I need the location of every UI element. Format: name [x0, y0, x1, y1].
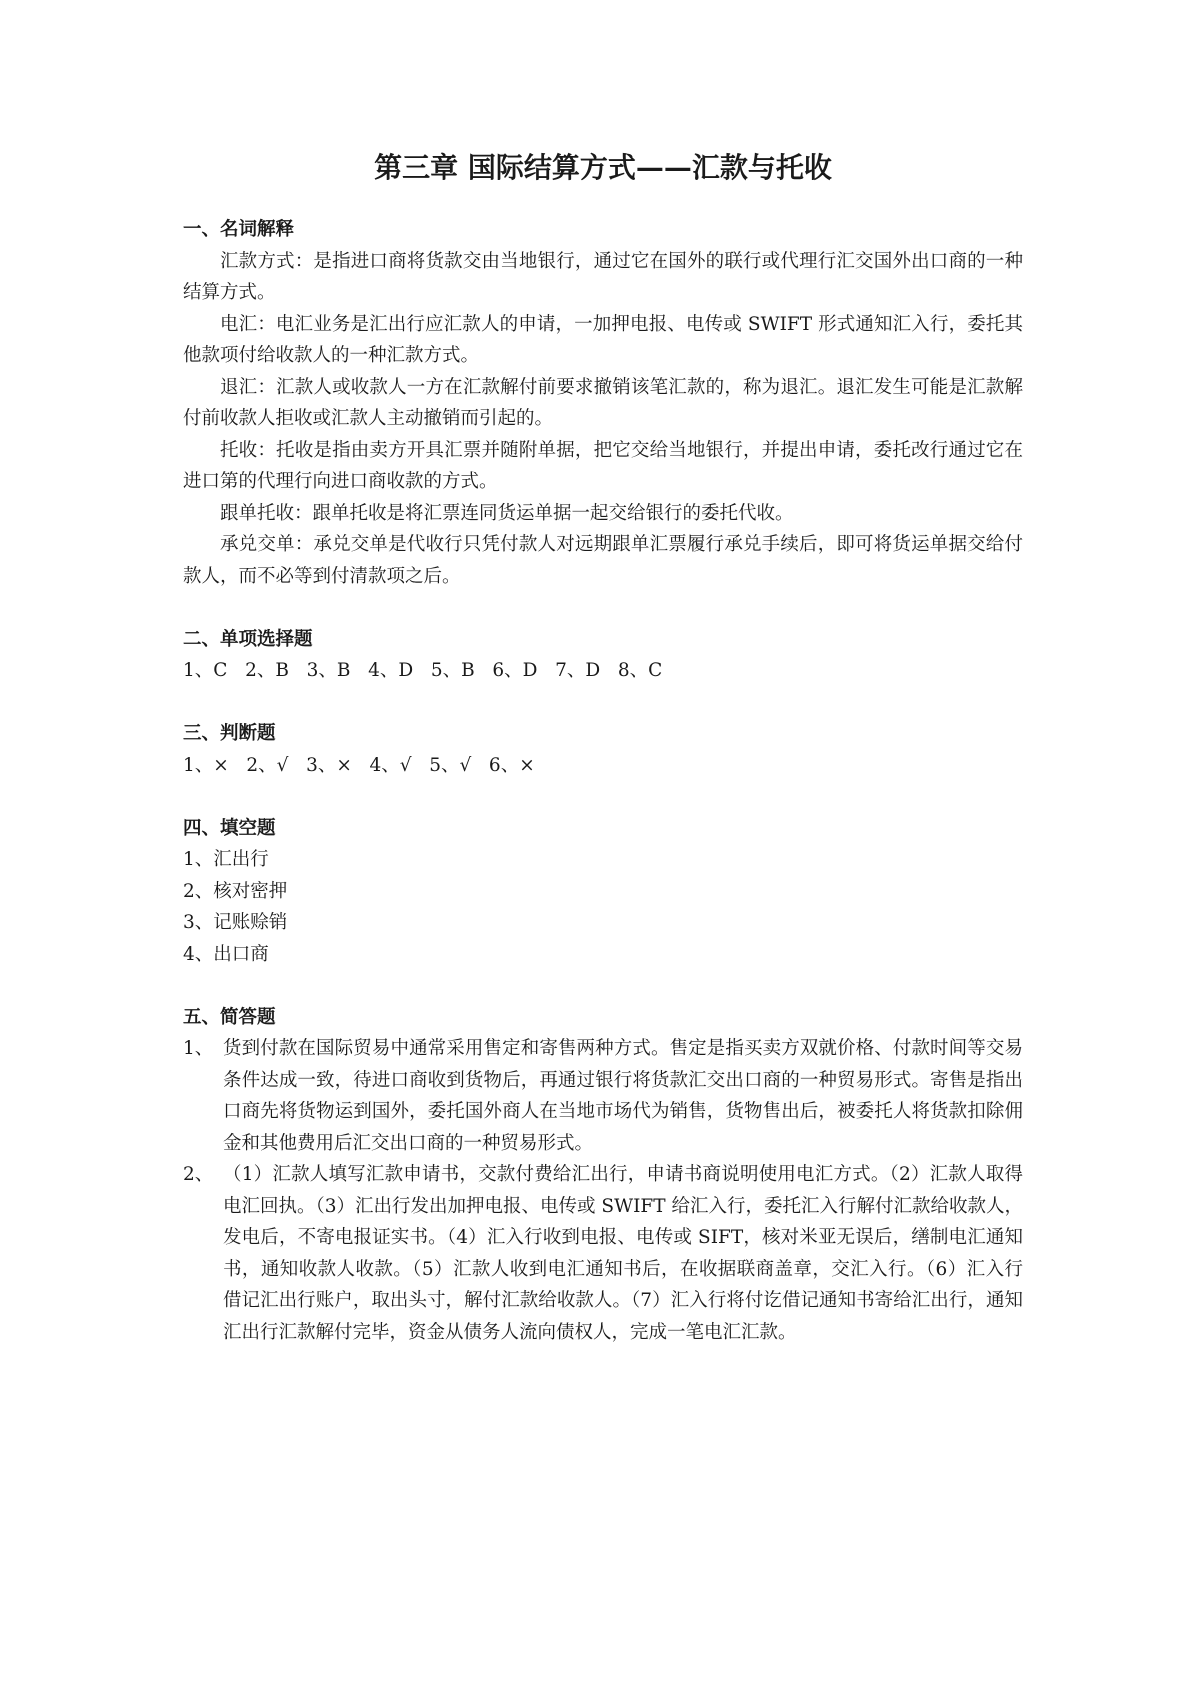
spacer	[183, 970, 1023, 1002]
section-heading: 二、单项选择题	[183, 628, 313, 650]
item-number: 2、	[183, 1164, 214, 1185]
section-true-false	[183, 718, 1023, 781]
item-number: 1、	[183, 1038, 214, 1059]
page-title: 第三章 国际结算方式——汇款与托收	[374, 151, 832, 184]
section-short-answer	[183, 1002, 1023, 1349]
spacer	[183, 592, 1023, 624]
definition-paragraph: 汇款方式：是指进口商将货款交由当地银行，通过它在国外的联行或代理行汇交国外出口商的一种结算方式。	[183, 250, 1023, 303]
definition-paragraph: 跟单托收：跟单托收是将汇票连同货运单据一起交给银行的委托代收。	[220, 502, 794, 524]
section-definitions	[183, 214, 1023, 592]
short-answer-list	[183, 1033, 1023, 1348]
list-item	[183, 1033, 1023, 1159]
section-single-choice	[183, 624, 1023, 687]
answer-line: 1、汇出行	[183, 849, 269, 870]
section-heading: 四、填空题	[183, 817, 276, 839]
answer-line: 2、核对密押	[183, 880, 288, 902]
answer-line: 3、记账赊销	[183, 912, 288, 933]
document-page	[183, 148, 1023, 1348]
section-heading: 五、简答题	[183, 1006, 276, 1028]
item-text: （1）汇款人填写汇款申请书，交款付费给汇出行，申请书商说明使用电汇方式。（2）汇款人取得电汇回执。（3）汇出行发出加押电报、电传或 SWIFT 给汇入行，委托汇入行解付汇款给收款人，发电后，不寄电报证实书。（4）汇入行收到电报、电传或 SIFT，核对米亚无误后，缮制电汇通知书，通知收款人收款。（5）汇款人收到电汇通知书后，在收据联商盖章，交汇入行。（6）汇入行借记汇出行账户，取出头寸，解付汇款给收款人。（7）汇入行将付讫借记通知书寄给汇出行，通知汇出行汇款解付完毕，资金从债务人流向债权人，完成一笔电汇汇款。	[223, 1164, 1023, 1343]
answer-line: 4、出口商	[183, 943, 269, 965]
definition-paragraph: 托收：托收是指由卖方开具汇票并随附单据，把它交给当地银行，并提出申请，委托改行通过它在进口第的代理行向进口商收款的方式。	[183, 439, 1023, 492]
answer-line: 1、× 2、√ 3、× 4、√ 5、√ 6、×	[183, 754, 535, 776]
definition-paragraph: 退汇：汇款人或收款人一方在汇款解付前要求撤销该笔汇款的，称为退汇。退汇发生可能是汇款解付前收款人拒收或汇款人主动撤销而引起的。	[183, 376, 1023, 429]
answer-line: 1、C 2、B 3、B 4、D 5、B 6、D 7、D 8、C	[183, 660, 663, 681]
spacer	[183, 781, 1023, 813]
list-item	[183, 1159, 1023, 1348]
item-text: 货到付款在国际贸易中通常采用售定和寄售两种方式。售定是指买卖方双就价格、付款时间等交易条件达成一致，待进口商收到货物后，再通过银行将货款汇交出口商的一种贸易形式。寄售是指出口商先将货物运到国外，委托国外商人在当地市场代为销售，货物售出后，被委托人将货款扣除佣金和其他费用后汇交出口商的一种贸易形式。	[223, 1038, 1023, 1154]
spacer	[183, 687, 1023, 719]
definition-paragraph: 电汇：电汇业务是汇出行应汇款人的申请，一加押电报、电传或 SWIFT 形式通知汇入行，委托其他款项付给收款人的一种汇款方式。	[183, 313, 1023, 366]
definition-paragraph: 承兑交单：承兑交单是代收行只凭付款人对远期跟单汇票履行承兑手续后，即可将货运单据交给付款人，而不必等到付清款项之后。	[183, 534, 1023, 587]
section-heading: 三、判断题	[183, 723, 276, 744]
section-heading: 一、名词解释	[183, 219, 295, 240]
section-fill-blank	[183, 813, 1023, 971]
